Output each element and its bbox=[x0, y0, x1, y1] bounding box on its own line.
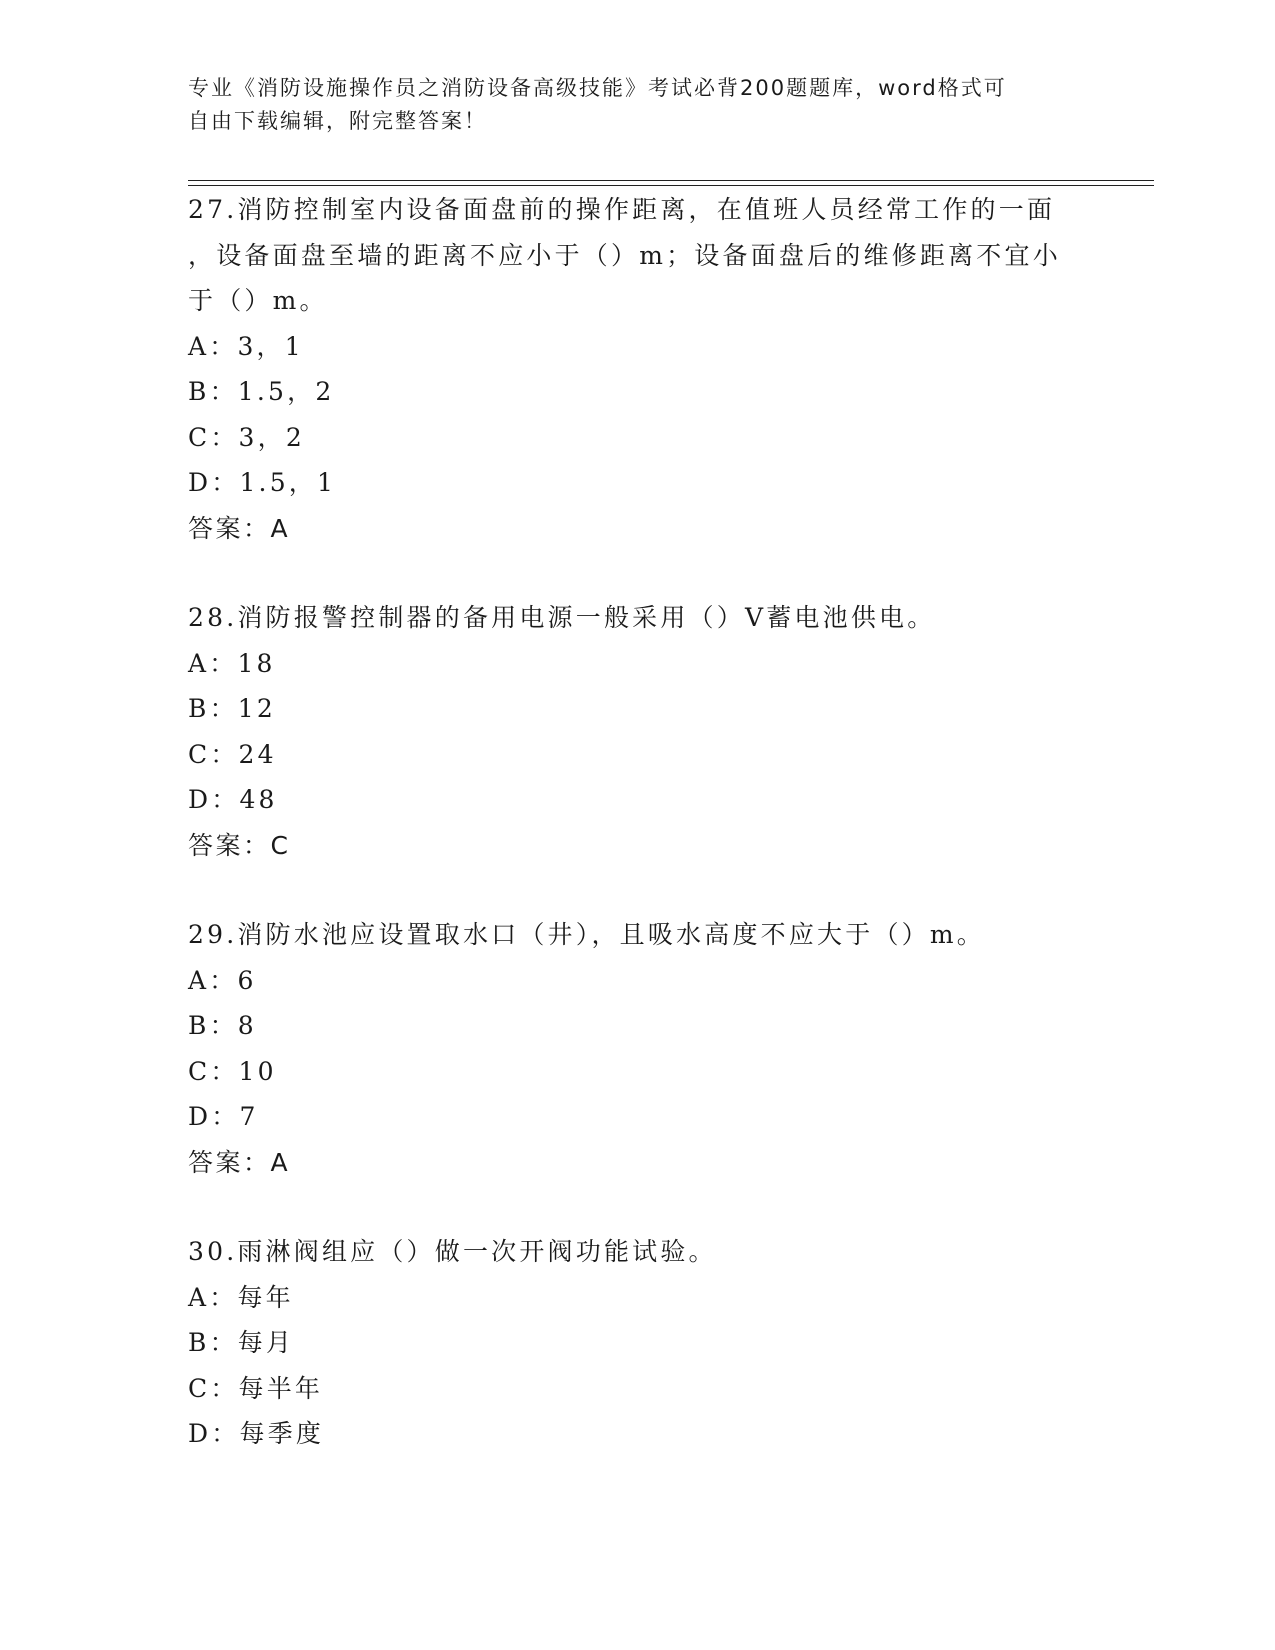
question-stem-line: 27.消防控制室内设备面盘前的操作距离，在值班人员经常工作的一面 bbox=[188, 195, 1056, 224]
document-header bbox=[188, 72, 1068, 138]
question-list bbox=[188, 187, 1088, 1457]
option-a: A：3，1 bbox=[188, 331, 304, 361]
question-28 bbox=[188, 595, 1088, 868]
question-29 bbox=[188, 912, 1088, 1185]
header-title-line-2: 自由下载编辑，附完整答案！ bbox=[188, 109, 487, 133]
question-30 bbox=[188, 1229, 1088, 1457]
question-27 bbox=[188, 187, 1088, 551]
option-c: C：每半年 bbox=[188, 1373, 324, 1403]
option-d: D：48 bbox=[188, 785, 278, 814]
question-stem-line: 28.消防报警控制器的备用电源一般采用（）V蓄电池供电。 bbox=[188, 603, 936, 632]
header-title-line-1: 专业《消防设施操作员之消防设备高级技能》考试必背200题题库，word格式可 bbox=[188, 76, 1007, 100]
option-a: A：每年 bbox=[188, 1282, 294, 1312]
option-a: A：18 bbox=[188, 648, 276, 678]
header-divider-top bbox=[188, 180, 1154, 181]
option-a: A：6 bbox=[188, 965, 257, 995]
option-d: D：1.5，1 bbox=[188, 468, 337, 497]
option-d: D：每季度 bbox=[188, 1419, 325, 1448]
option-c: C：24 bbox=[188, 739, 277, 769]
option-b: B：每月 bbox=[188, 1328, 295, 1357]
answer-label: 答案：C bbox=[188, 830, 291, 860]
option-d: D：7 bbox=[188, 1102, 259, 1131]
question-stem-line: 29.消防水池应设置取水口（井），且吸水高度不应大于（）m。 bbox=[188, 920, 985, 949]
answer-label: 答案：A bbox=[188, 1147, 291, 1177]
option-b: B：12 bbox=[188, 694, 276, 723]
option-b: B：1.5，2 bbox=[188, 377, 335, 406]
option-c: C：10 bbox=[188, 1056, 277, 1086]
question-stem-line: 30.雨淋阀组应（）做一次开阀功能试验。 bbox=[188, 1237, 717, 1266]
option-c: C：3，2 bbox=[188, 422, 305, 452]
option-b: B：8 bbox=[188, 1011, 257, 1040]
header-divider-bottom bbox=[188, 185, 1154, 186]
answer-label: 答案：A bbox=[188, 513, 291, 543]
question-stem-line: 于（）m。 bbox=[188, 286, 328, 315]
question-stem-line: ，设备面盘至墙的距离不应小于（）m；设备面盘后的维修距离不宜小 bbox=[188, 240, 1061, 270]
